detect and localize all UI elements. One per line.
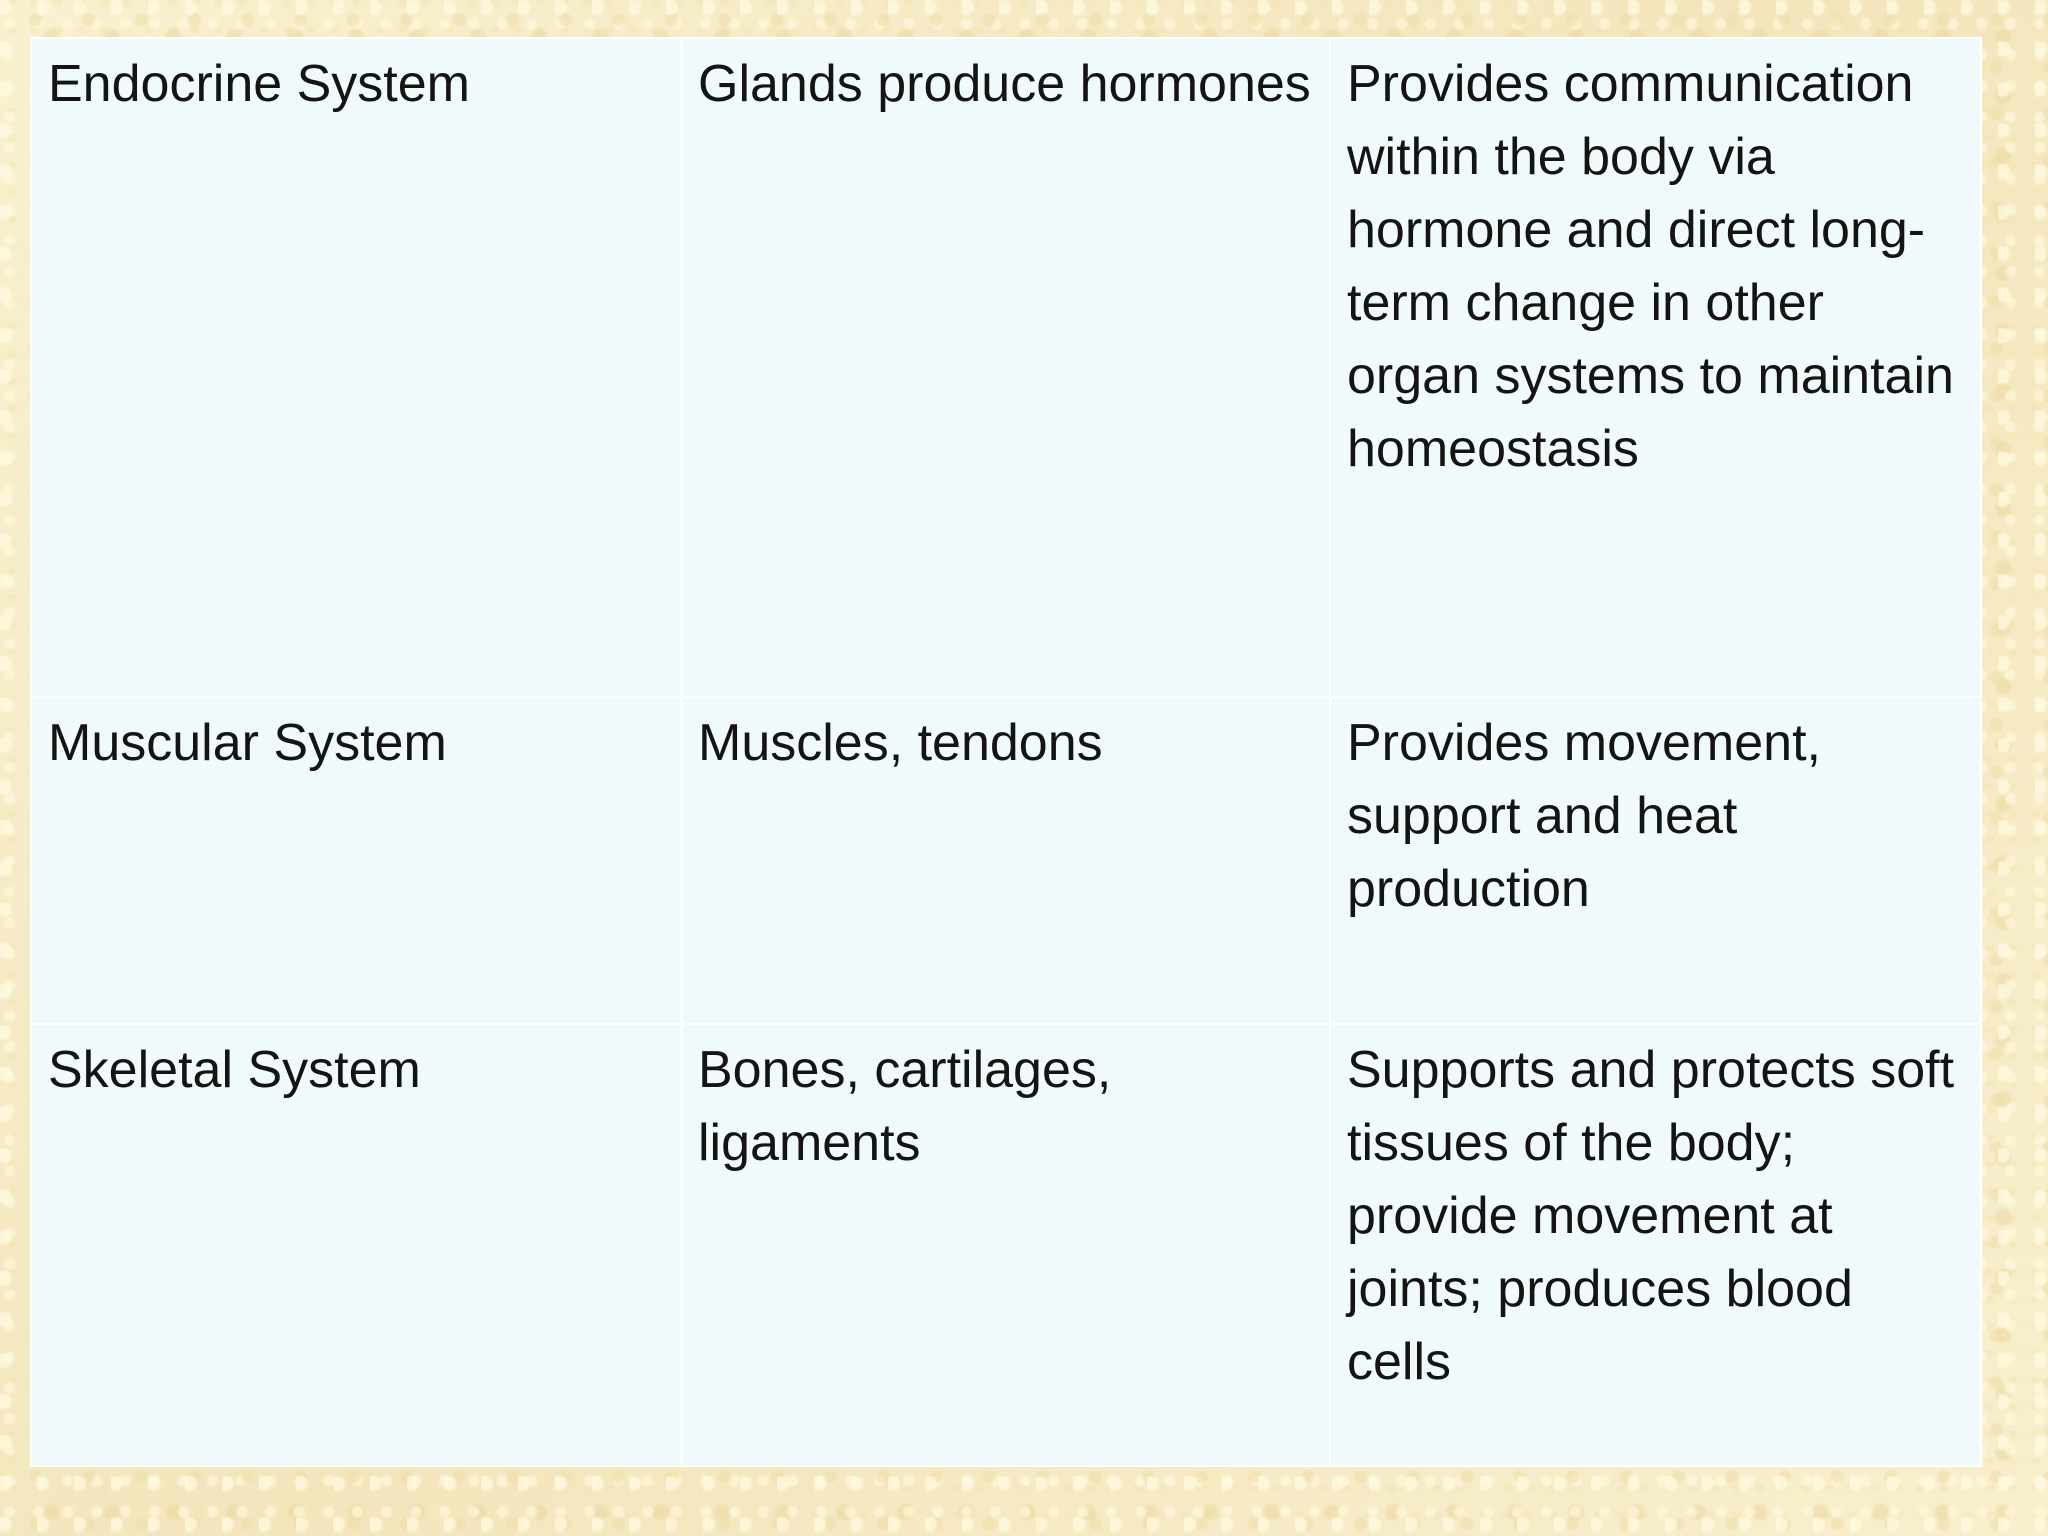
table-row <box>31 697 1981 1024</box>
organ-systems-table <box>30 37 1982 1467</box>
table-row <box>31 1024 1981 1466</box>
function-cell: Provides movement, support and heat production <box>1330 697 1981 1024</box>
function-cell: Supports and protects soft tissues of the body; provide movement at joints; produces blood cells <box>1330 1024 1981 1466</box>
system-name-cell: Muscular System <box>31 697 681 1024</box>
system-name-cell: Skeletal System <box>31 1024 681 1466</box>
function-cell: Provides communication within the body via hormone and direct long-term change in other organ systems to maintain homeostasis <box>1330 38 1981 697</box>
system-name-cell: Endocrine System <box>31 38 681 697</box>
table-row <box>31 38 1981 697</box>
organs-cell: Bones, cartilages, ligaments <box>681 1024 1330 1466</box>
organs-cell: Muscles, tendons <box>681 697 1330 1024</box>
organs-cell: Glands produce hormones <box>681 38 1330 697</box>
